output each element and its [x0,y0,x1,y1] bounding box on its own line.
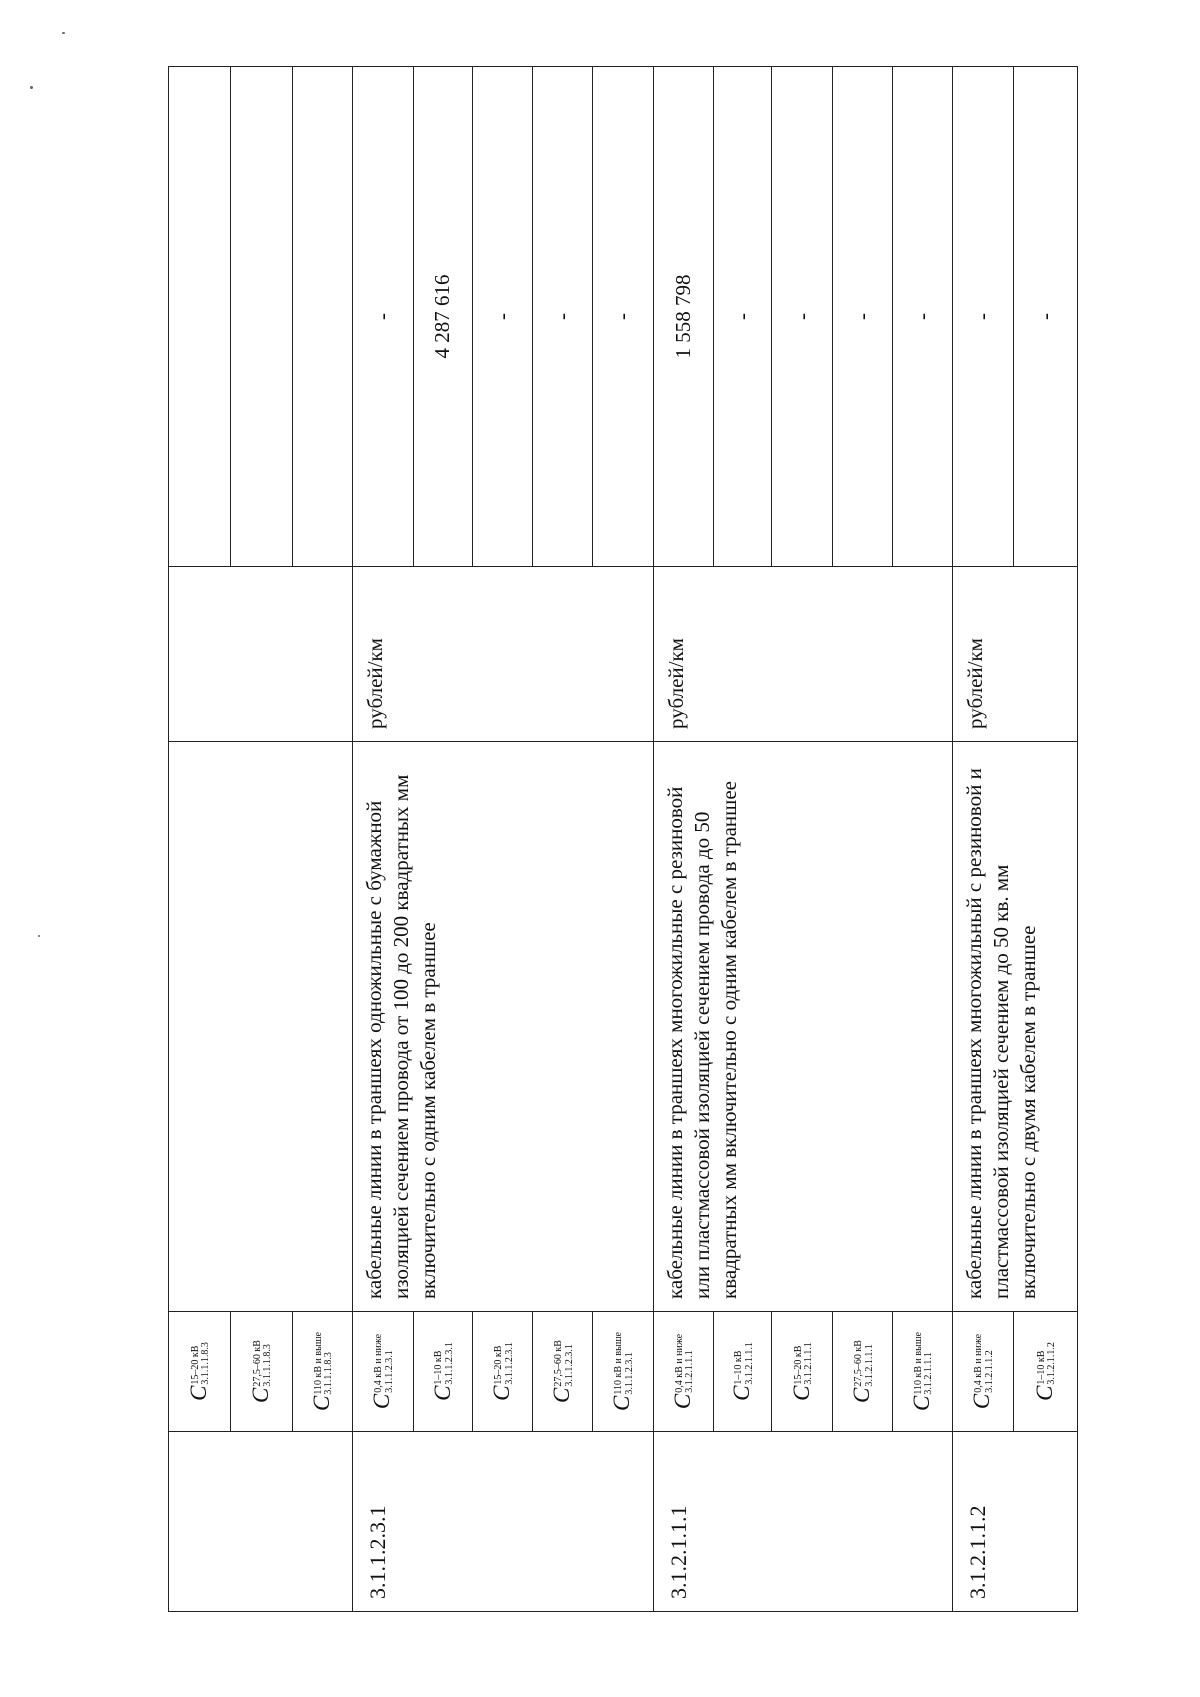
row-number: 3.1.2.1.1.1 [653,1432,952,1612]
rotated-table-wrapper [168,67,1078,1612]
row-value: 4 287 616 [413,67,473,567]
table-row [952,67,1013,1612]
row-unit: рублей/км [352,567,653,742]
tariff-code: C 15–20 кВ 3.1.1.1.8.3 [169,1312,231,1432]
row-value: - [893,67,953,567]
table-row [653,67,713,1612]
tariff-table [168,66,1078,1612]
tariff-code: C 1–10 кВ 3.1.2.1.1.2 [1013,1312,1077,1432]
row-number [169,1432,353,1612]
row-description [169,742,353,1312]
tariff-code: C 15–20 кВ 3.1.1.2.3.1 [473,1312,533,1432]
tariff-code: C 1–10 кВ 3.1.1.2.3.1 [413,1312,473,1432]
tariff-code: C 110 кВ и выше 3.1.2.1.1.1 [893,1312,953,1432]
row-value: - [713,67,772,567]
row-description: кабельные линии в траншеях многожильные с резиновой или пластмассовой изоляцией сечением провода до 50 квадратных мм включительно с одним кабелем в траншее [653,742,952,1312]
scan-speck [30,86,33,89]
row-unit: рублей/км [653,567,952,742]
tariff-code: C 15–20 кВ 3.1.2.1.1.1 [772,1312,833,1432]
table-row [169,67,231,1612]
row-unit [169,567,353,742]
row-description: кабельные линии в траншеях многожильный с резиновой и пластмассовой изоляцией сечением до 50 кв. мм включительно с двумя кабелем в траншее [952,742,1077,1312]
table-row [352,67,413,1612]
scan-speck [38,935,40,937]
tariff-code: C 0,4 кВ и ниже 3.1.2.1.1.1 [653,1312,713,1432]
row-value: - [833,67,893,567]
row-number: 3.1.2.1.1.2 [952,1432,1077,1612]
tariff-code: C 110 кВ и выше 3.1.1.1.8.3 [292,1312,352,1432]
tariff-code: C 27,5–60 кВ 3.1.1.2.3.1 [533,1312,593,1432]
row-value: 1 558 798 [653,67,713,567]
tariff-code: C 0,4 кВ и ниже 3.1.1.2.3.1 [352,1312,413,1432]
row-value: - [593,67,654,567]
tariff-code: C 0,4 кВ и ниже 3.1.2.1.1.2 [952,1312,1013,1432]
tariff-code: C 27,5–60 кВ 3.1.1.1.8.3 [230,1312,292,1432]
row-value: - [1013,67,1077,567]
row-value: - [952,67,1013,567]
tariff-code: C 27,5–60 кВ 3.1.2.1.1.1 [833,1312,893,1432]
row-value [169,67,231,567]
tariff-code: C 1–10 кВ 3.1.2.1.1.1 [713,1312,772,1432]
row-unit: рублей/км [952,567,1077,742]
row-description: кабельные линии в траншеях одножильные с бумажной изоляцией сечением провода от 100 до 200 квадратных мм включительно с одним кабелем в траншее [352,742,653,1312]
row-value: - [772,67,833,567]
row-value: - [352,67,413,567]
tariff-code: C 110 кВ и выше 3.1.1.2.3.1 [593,1312,654,1432]
scan-speck [62,32,65,34]
row-value [230,67,292,567]
row-value: - [533,67,593,567]
row-value [292,67,352,567]
row-value: - [473,67,533,567]
row-number: 3.1.1.2.3.1 [352,1432,653,1612]
